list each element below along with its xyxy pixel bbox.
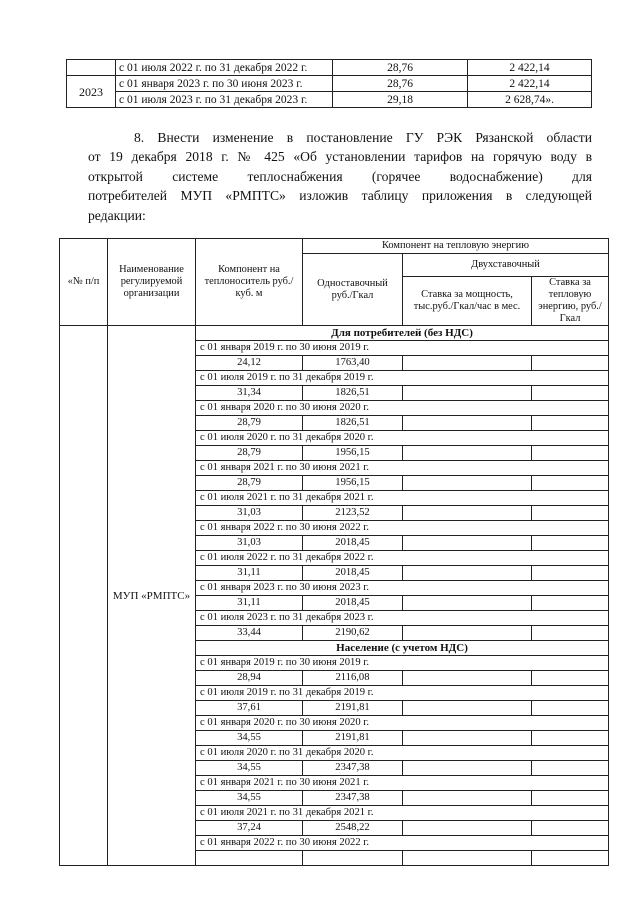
paragraph-line: от 19 декабря 2018 г. № 425 «Об установлении тарифов на горячую воду в bbox=[88, 149, 592, 165]
one-rate-value-cell: 2548,22 bbox=[303, 821, 403, 836]
period-cell: с 01 июля 2019 г. по 31 декабря 2019 г. bbox=[196, 686, 609, 701]
one-rate-value-cell: 2018,45 bbox=[303, 596, 403, 611]
header-energy-component: Компонент на тепловую энергию bbox=[303, 239, 609, 254]
one-rate-value-cell: 2116,08 bbox=[303, 671, 403, 686]
tariff-appendix-table bbox=[59, 238, 609, 866]
energy-rate-value-cell bbox=[532, 821, 609, 836]
period-cell: с 01 января 2021 г. по 30 июня 2021 г. bbox=[196, 461, 609, 476]
year-cell: 2023 bbox=[67, 76, 116, 108]
one-rate-value-cell: 1763,40 bbox=[303, 356, 403, 371]
section-header-row bbox=[60, 326, 609, 341]
header-two-rate: Двухставочный bbox=[403, 254, 609, 277]
carrier-value-cell: 34,55 bbox=[196, 731, 303, 746]
header-number: «№ п/п bbox=[60, 239, 108, 326]
period-cell: с 01 июля 2021 г. по 31 декабря 2021 г. bbox=[196, 491, 609, 506]
capacity-value-cell bbox=[403, 446, 532, 461]
one-rate-value-cell bbox=[303, 851, 403, 866]
table-row bbox=[67, 60, 592, 76]
table-row bbox=[67, 92, 592, 108]
capacity-value-cell bbox=[403, 731, 532, 746]
carrier-value-cell: 34,55 bbox=[196, 761, 303, 776]
energy-rate-value-cell bbox=[532, 731, 609, 746]
energy-rate-value-cell bbox=[532, 446, 609, 461]
one-rate-value-cell: 2191,81 bbox=[303, 731, 403, 746]
section-title: Население (с учетом НДС) bbox=[196, 641, 609, 656]
capacity-value-cell bbox=[403, 596, 532, 611]
energy-rate-value-cell bbox=[532, 506, 609, 521]
carrier-value-cell: 33,44 bbox=[196, 626, 303, 641]
carrier-value-cell: 31,03 bbox=[196, 536, 303, 551]
period-cell: с 01 июля 2022 г. по 31 декабря 2022 г. bbox=[196, 551, 609, 566]
paragraph-line: потребителей МУП «РМПТС» изложив таблицу приложения в следующей bbox=[88, 188, 592, 204]
one-rate-value-cell: 2123,52 bbox=[303, 506, 403, 521]
period-cell: с 01 июля 2021 г. по 31 декабря 2021 г. bbox=[196, 806, 609, 821]
header-capacity-rate: Ставка за мощность, тыс.руб./Гкал/час в мес. bbox=[403, 277, 532, 326]
carrier-value-cell: 37,24 bbox=[196, 821, 303, 836]
energy-rate-value-cell bbox=[532, 356, 609, 371]
carrier-value-cell: 28,76 bbox=[333, 76, 468, 92]
energy-rate-value-cell bbox=[532, 536, 609, 551]
carrier-value-cell: 29,18 bbox=[333, 92, 468, 108]
capacity-value-cell bbox=[403, 386, 532, 401]
period-cell: с 01 января 2020 г. по 30 июня 2020 г. bbox=[196, 716, 609, 731]
period-cell: с 01 июля 2019 г. по 31 декабря 2019 г. bbox=[196, 371, 609, 386]
capacity-value-cell bbox=[403, 566, 532, 581]
organization-cell: МУП «РМПТС» bbox=[108, 326, 196, 866]
carrier-value-cell: 37,61 bbox=[196, 701, 303, 716]
capacity-value-cell bbox=[403, 476, 532, 491]
period-cell: с 01 июля 2020 г. по 31 декабря 2020 г. bbox=[196, 746, 609, 761]
carrier-value-cell: 31,11 bbox=[196, 566, 303, 581]
period-cell: с 01 января 2023 г. по 30 июня 2023 г. bbox=[196, 581, 609, 596]
energy-rate-value-cell bbox=[532, 386, 609, 401]
tariff-continuation-table bbox=[66, 59, 592, 108]
header-organization: Наименование регулируемой организации bbox=[108, 239, 196, 326]
one-rate-value-cell: 2018,45 bbox=[303, 536, 403, 551]
period-cell: с 01 января 2022 г. по 30 июня 2022 г. bbox=[196, 836, 609, 851]
carrier-value-cell: 28,94 bbox=[196, 671, 303, 686]
carrier-value-cell: 31,34 bbox=[196, 386, 303, 401]
energy-value-cell: 2 422,14 bbox=[468, 76, 592, 92]
carrier-value-cell: 31,03 bbox=[196, 506, 303, 521]
paragraph-line: 8. Внести изменение в постановление ГУ РЭК Рязанской области bbox=[134, 130, 592, 145]
number-cell bbox=[60, 326, 108, 866]
carrier-value-cell: 24,12 bbox=[196, 356, 303, 371]
capacity-value-cell bbox=[403, 416, 532, 431]
section-title: Для потребителей (без НДС) bbox=[196, 326, 609, 341]
paragraph-line: редакции: bbox=[88, 207, 146, 223]
header-one-rate: Одноставочный руб./Гкал bbox=[303, 254, 403, 326]
energy-value-cell: 2 422,14 bbox=[468, 60, 592, 76]
one-rate-value-cell: 2190,62 bbox=[303, 626, 403, 641]
energy-rate-value-cell bbox=[532, 761, 609, 776]
amendment-paragraph bbox=[88, 128, 592, 225]
period-cell: с 01 января 2022 г. по 30 июня 2022 г. bbox=[196, 521, 609, 536]
capacity-value-cell bbox=[403, 671, 532, 686]
one-rate-value-cell: 1956,15 bbox=[303, 446, 403, 461]
one-rate-value-cell: 2191,81 bbox=[303, 701, 403, 716]
capacity-value-cell bbox=[403, 821, 532, 836]
carrier-value-cell: 28,79 bbox=[196, 446, 303, 461]
energy-rate-value-cell bbox=[532, 791, 609, 806]
energy-rate-value-cell bbox=[532, 416, 609, 431]
carrier-value-cell: 31,11 bbox=[196, 596, 303, 611]
header-energy-rate: Ставка за тепловую энергию, руб./Гкал bbox=[532, 277, 609, 326]
one-rate-value-cell: 1826,51 bbox=[303, 386, 403, 401]
energy-rate-value-cell bbox=[532, 851, 609, 866]
capacity-value-cell bbox=[403, 536, 532, 551]
energy-rate-value-cell bbox=[532, 596, 609, 611]
capacity-value-cell bbox=[403, 356, 532, 371]
period-cell: с 01 июля 2022 г. по 31 декабря 2022 г. bbox=[116, 60, 333, 76]
period-cell: с 01 января 2020 г. по 30 июня 2020 г. bbox=[196, 401, 609, 416]
carrier-value-cell: 28,79 bbox=[196, 416, 303, 431]
capacity-value-cell bbox=[403, 506, 532, 521]
paragraph-line: открытой системе теплоснабжения (горячее водоснабжение) для bbox=[88, 168, 592, 184]
period-cell: с 01 июля 2020 г. по 31 декабря 2020 г. bbox=[196, 431, 609, 446]
energy-rate-value-cell bbox=[532, 671, 609, 686]
one-rate-value-cell: 1956,15 bbox=[303, 476, 403, 491]
one-rate-value-cell: 2018,45 bbox=[303, 566, 403, 581]
energy-value-cell: 2 628,74». bbox=[468, 92, 592, 108]
table-row bbox=[67, 76, 592, 92]
energy-rate-value-cell bbox=[532, 476, 609, 491]
carrier-value-cell bbox=[196, 851, 303, 866]
capacity-value-cell bbox=[403, 626, 532, 641]
energy-rate-value-cell bbox=[532, 701, 609, 716]
carrier-value-cell: 28,76 bbox=[333, 60, 468, 76]
carrier-value-cell: 34,55 bbox=[196, 791, 303, 806]
period-cell: с 01 января 2019 г. по 30 июня 2019 г. bbox=[196, 656, 609, 671]
energy-rate-value-cell bbox=[532, 626, 609, 641]
carrier-value-cell: 28,79 bbox=[196, 476, 303, 491]
capacity-value-cell bbox=[403, 761, 532, 776]
one-rate-value-cell: 1826,51 bbox=[303, 416, 403, 431]
capacity-value-cell bbox=[403, 701, 532, 716]
period-cell: с 01 января 2021 г. по 30 июня 2021 г. bbox=[196, 776, 609, 791]
year-cell bbox=[67, 60, 116, 76]
capacity-value-cell bbox=[403, 791, 532, 806]
one-rate-value-cell: 2347,38 bbox=[303, 791, 403, 806]
energy-rate-value-cell bbox=[532, 566, 609, 581]
one-rate-value-cell: 2347,38 bbox=[303, 761, 403, 776]
period-cell: с 01 июля 2023 г. по 31 декабря 2023 г. bbox=[116, 92, 333, 108]
period-cell: с 01 июля 2023 г. по 31 декабря 2023 г. bbox=[196, 611, 609, 626]
header-carrier-component: Компонент на теплоноситель руб./куб. м bbox=[196, 239, 303, 326]
period-cell: с 01 января 2019 г. по 30 июня 2019 г. bbox=[196, 341, 609, 356]
capacity-value-cell bbox=[403, 851, 532, 866]
period-cell: с 01 января 2023 г. по 30 июня 2023 г. bbox=[116, 76, 333, 92]
